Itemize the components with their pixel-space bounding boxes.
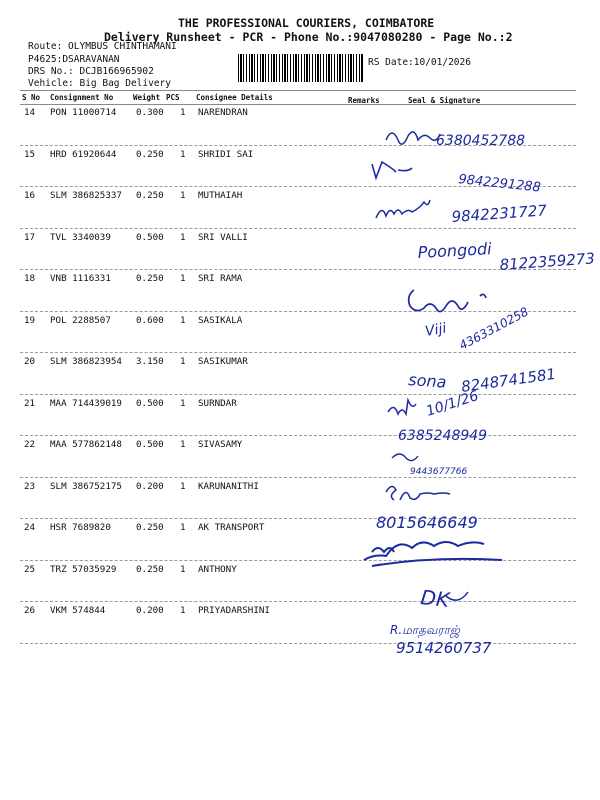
staff-label: P4625:DSARAVANAN [28, 54, 120, 65]
row-weight: 0.500 [136, 231, 164, 243]
row-pcs: 1 [180, 314, 186, 326]
row-pcs: 1 [180, 231, 186, 243]
row-weight: 0.250 [136, 522, 164, 533]
col-sno: S No [22, 93, 41, 102]
row-weight: 0.600 [136, 314, 164, 326]
row-sno: 23 [24, 480, 36, 492]
signature-16 [376, 200, 430, 218]
row-consignment-no: VNB 1116331 [50, 273, 111, 284]
row-consignee: PRIYADARSHINI [198, 605, 270, 616]
hw-phone-16: 9842231727 [451, 201, 548, 226]
row-consignee: NARENDRAN [198, 107, 248, 118]
signature-18 [409, 290, 486, 312]
row-sno: 21 [24, 397, 36, 409]
signature-23 [386, 486, 450, 500]
signature-21 [388, 400, 416, 414]
row-consignment-no: HSR 7689820 [50, 522, 111, 533]
row-consignment-no: SLM 386752175 [50, 480, 122, 492]
row-weight: 3.150 [136, 356, 164, 367]
row-consignment-no: PON 11000714 [50, 107, 117, 118]
hw-initials-25: DK [419, 585, 451, 612]
row-consignee: KARUNANITHI [198, 480, 259, 492]
row-consignment-no: VKM 574844 [50, 605, 106, 616]
vehicle-label: Vehicle: Big Bag Delivery [28, 78, 171, 89]
row-consignee: SRI VALLI [198, 231, 248, 243]
hw-phone-15: 9842291288 [457, 172, 542, 196]
row-sno: 25 [24, 563, 36, 575]
row-weight: 0.200 [136, 480, 164, 492]
hw-name-19: Viji [423, 320, 448, 340]
signature-22 [392, 454, 418, 461]
signature-15 [372, 162, 412, 178]
row-consignment-no: MAA 714439019 [50, 397, 122, 409]
row-pcs: 1 [180, 439, 186, 450]
row-weight: 0.250 [136, 190, 164, 201]
hw-phone-23: 8015646649 [376, 513, 478, 532]
row-consignee: SRI RAMA [198, 273, 243, 284]
row-consignee: SIVASAMY [198, 439, 243, 450]
row-pcs: 1 [180, 356, 186, 367]
row-sno: 18 [24, 273, 36, 284]
signature-24 [364, 542, 502, 566]
row-pcs: 1 [180, 190, 186, 201]
col-seal-signature: Seal & Signature [408, 96, 481, 105]
drs-number: DRS No.: DCJB166965902 [28, 66, 154, 77]
hw-phone-19: 4363310258 [456, 304, 531, 353]
row-consignee: SHRIDI SAI [198, 148, 254, 160]
row-consignee: ANTHONY [198, 563, 237, 575]
row-sno: 24 [24, 522, 36, 533]
row-sno: 20 [24, 356, 36, 367]
hw-phone-26: 9514260737 [396, 639, 492, 657]
hw-phone-22: 9443677766 [410, 467, 468, 477]
row-pcs: 1 [180, 148, 186, 160]
hw-name-20: sona [407, 370, 448, 392]
row-sno: 16 [24, 190, 36, 201]
col-consignment: Consignment No [50, 93, 114, 102]
row-weight: 0.500 [136, 397, 164, 409]
row-weight: 0.300 [136, 107, 164, 118]
row-consignee: SASIKUMAR [198, 356, 248, 367]
hw-date-21: 10/1/26 [424, 387, 481, 420]
row-sno: 14 [24, 107, 36, 118]
col-pcs: PCS [166, 93, 180, 102]
company-title: THE PROFESSIONAL COURIERS, COIMBATORE [178, 16, 435, 30]
row-consignee: AK TRANSPORT [198, 522, 265, 533]
col-remarks: Remarks [348, 96, 380, 105]
row-sno: 17 [24, 231, 36, 243]
hw-name-26: R.மாதவராஜ் [390, 623, 460, 637]
row-pcs: 1 [180, 480, 186, 492]
row-consignment-no: SLM 386825337 [50, 190, 122, 201]
row-weight: 0.500 [136, 439, 164, 450]
hw-phone-20: 8248741581 [460, 364, 558, 396]
row-pcs: 1 [180, 397, 186, 409]
col-weight: Weight [133, 93, 161, 102]
row-pcs: 1 [180, 563, 186, 575]
row-consignee: MUTHAIAH [198, 190, 243, 201]
row-consignment-no: POL 2288507 [50, 314, 111, 326]
row-consignment-no: MAA 577862148 [50, 439, 122, 450]
row-weight: 0.200 [136, 605, 164, 616]
row-pcs: 1 [180, 107, 186, 118]
route-label: Route: OLYMBUS CHINTHAMANI [28, 41, 177, 52]
row-pcs: 1 [180, 605, 186, 616]
runsheet-subtitle: Delivery Runsheet - PCR - Phone No.:9047080280 - Page No.:2 [104, 30, 513, 44]
hw-phone-21: 6385248949 [398, 428, 488, 444]
row-consignment-no: SLM 386823954 [50, 356, 122, 367]
col-consignee: Consignee Details [196, 93, 273, 102]
row-consignment-no: TRZ 57035929 [50, 563, 117, 575]
row-consignee: SURNDAR [198, 397, 237, 409]
row-consignee: SASIKALA [198, 314, 243, 326]
signature-14 [386, 132, 440, 144]
row-sno: 19 [24, 314, 36, 326]
hw-name-17: Poongodi [417, 239, 493, 262]
hw-phone-14: 6380452788 [436, 133, 526, 149]
row-sno: 22 [24, 439, 36, 450]
row-sno: 26 [24, 605, 36, 616]
row-pcs: 1 [180, 522, 186, 533]
row-weight: 0.250 [136, 563, 164, 575]
hw-phone-17: 8122359273 [499, 249, 596, 274]
row-pcs: 1 [180, 273, 186, 284]
row-consignment-no: TVL 3340039 [50, 231, 111, 243]
row-consignment-no: HRD 61920644 [50, 148, 117, 160]
row-weight: 0.250 [136, 148, 164, 160]
row-weight: 0.250 [136, 273, 164, 284]
rs-date: RS Date:10/01/2026 [368, 57, 471, 68]
row-sno: 15 [24, 148, 36, 160]
